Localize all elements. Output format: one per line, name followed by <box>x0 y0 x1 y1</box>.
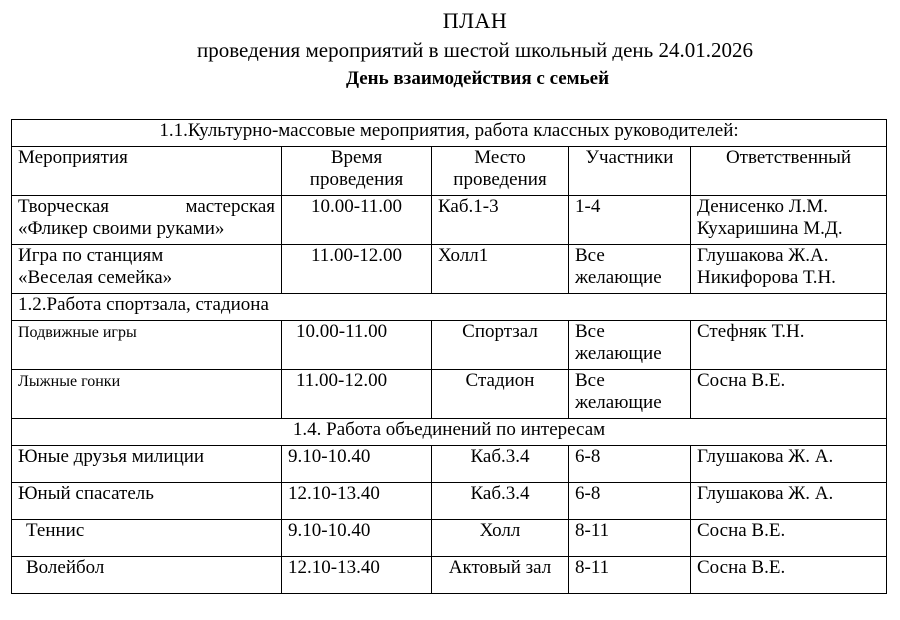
table-header-row <box>12 147 887 196</box>
column-header-time-line1: Время <box>330 147 383 168</box>
event-cell <box>12 321 282 370</box>
participants-cell: 6-8 <box>569 483 691 520</box>
column-header-time <box>282 147 432 196</box>
table-row <box>12 370 887 419</box>
table-row <box>12 483 887 520</box>
responsible-line1: Денисенко Л.М. <box>697 196 829 217</box>
table-row <box>12 196 887 245</box>
section-1-heading: 1.1.Культурно-массовые мероприятия, работа классных руководителей: <box>12 120 887 147</box>
place-cell: Спортзал <box>432 321 569 370</box>
column-header-place <box>432 147 569 196</box>
place-cell: Холл1 <box>432 245 569 294</box>
participants-line1: Все <box>575 245 605 266</box>
event-cell <box>12 245 282 294</box>
responsible-cell <box>691 196 887 245</box>
responsible-cell: Глушакова Ж. А. <box>691 446 887 483</box>
time-cell: 9.10-10.40 <box>282 446 432 483</box>
responsible-cell: Стефняк Т.Н. <box>691 321 887 370</box>
participants-line2: желающие <box>575 392 662 413</box>
participants-line1: Все <box>575 321 605 342</box>
table-row <box>12 321 887 370</box>
participants-cell: 8-11 <box>569 520 691 557</box>
column-header-place-line1: Место <box>474 147 526 168</box>
table-row <box>12 446 887 483</box>
section-heading-row <box>12 120 887 147</box>
time-cell: 10.00-11.00 <box>282 196 432 245</box>
event-line1: Игра по станциям <box>18 245 164 266</box>
event-line2: «Фликер своими руками» <box>18 218 225 239</box>
responsible-cell: Сосна В.Е. <box>691 557 887 594</box>
table-row <box>12 557 887 594</box>
responsible-cell: Сосна В.Е. <box>691 370 887 419</box>
participants-line1: Все <box>575 370 605 391</box>
responsible-line2: Никифорова Т.Н. <box>697 267 836 288</box>
event-label: Подвижные игры <box>18 324 137 341</box>
place-cell: Каб.3.4 <box>432 446 569 483</box>
participants-cell <box>569 245 691 294</box>
column-header-event: Мероприятия <box>12 147 282 196</box>
column-header-time-line2: проведения <box>309 169 404 190</box>
participants-line2: желающие <box>575 267 662 288</box>
time-cell: 12.10-13.40 <box>282 483 432 520</box>
responsible-cell: Сосна В.Е. <box>691 520 887 557</box>
participants-cell <box>569 370 691 419</box>
plan-subtitle: проведения мероприятий в шестой школьный день 24.01.2026 <box>197 38 753 62</box>
participants-line2: желающие <box>575 343 662 364</box>
place-cell: Стадион <box>432 370 569 419</box>
plan-day-heading: День взаимодействия с семьей <box>345 68 610 89</box>
participants-cell <box>569 321 691 370</box>
participants-cell: 6-8 <box>569 446 691 483</box>
responsible-cell: Глушакова Ж. А. <box>691 483 887 520</box>
plan-title: ПЛАН <box>442 8 508 33</box>
time-cell: 11.00-12.00 <box>282 245 432 294</box>
column-header-responsible: Ответственный <box>691 147 887 196</box>
table-row <box>12 245 887 294</box>
section-3-heading: 1.4. Работа объединений по интересам <box>12 419 887 446</box>
event-cell: Юные друзья милиции <box>12 446 282 483</box>
responsible-line1: Глушакова Ж.А. <box>697 245 829 266</box>
event-label: Лыжные гонки <box>18 373 121 390</box>
event-cell <box>12 370 282 419</box>
event-line2: «Веселая семейка» <box>18 267 173 288</box>
participants-cell: 8-11 <box>569 557 691 594</box>
event-cell: Юный спасатель <box>12 483 282 520</box>
time-cell: 10.00-11.00 <box>282 321 432 370</box>
time-cell: 12.10-13.40 <box>282 557 432 594</box>
place-cell: Каб.1-3 <box>432 196 569 245</box>
column-header-participants: Участники <box>569 147 691 196</box>
time-cell: 11.00-12.00 <box>282 370 432 419</box>
events-table <box>11 119 887 594</box>
time-cell: 9.10-10.40 <box>282 520 432 557</box>
event-line1: Творческая мастерская <box>18 196 275 217</box>
section-heading-row <box>12 294 887 321</box>
table-row <box>12 520 887 557</box>
section-2-heading: 1.2.Работа спортзала, стадиона <box>12 294 887 321</box>
place-cell: Холл <box>432 520 569 557</box>
participants-cell: 1-4 <box>569 196 691 245</box>
responsible-line2: Кухаришина М.Д. <box>697 218 843 239</box>
place-cell: Актовый зал <box>432 557 569 594</box>
event-cell <box>12 196 282 245</box>
event-cell: Теннис <box>12 520 282 557</box>
column-header-place-line2: проведения <box>453 169 547 190</box>
event-cell: Волейбол <box>12 557 282 594</box>
section-heading-row <box>12 419 887 446</box>
place-cell: Каб.3.4 <box>432 483 569 520</box>
responsible-cell <box>691 245 887 294</box>
